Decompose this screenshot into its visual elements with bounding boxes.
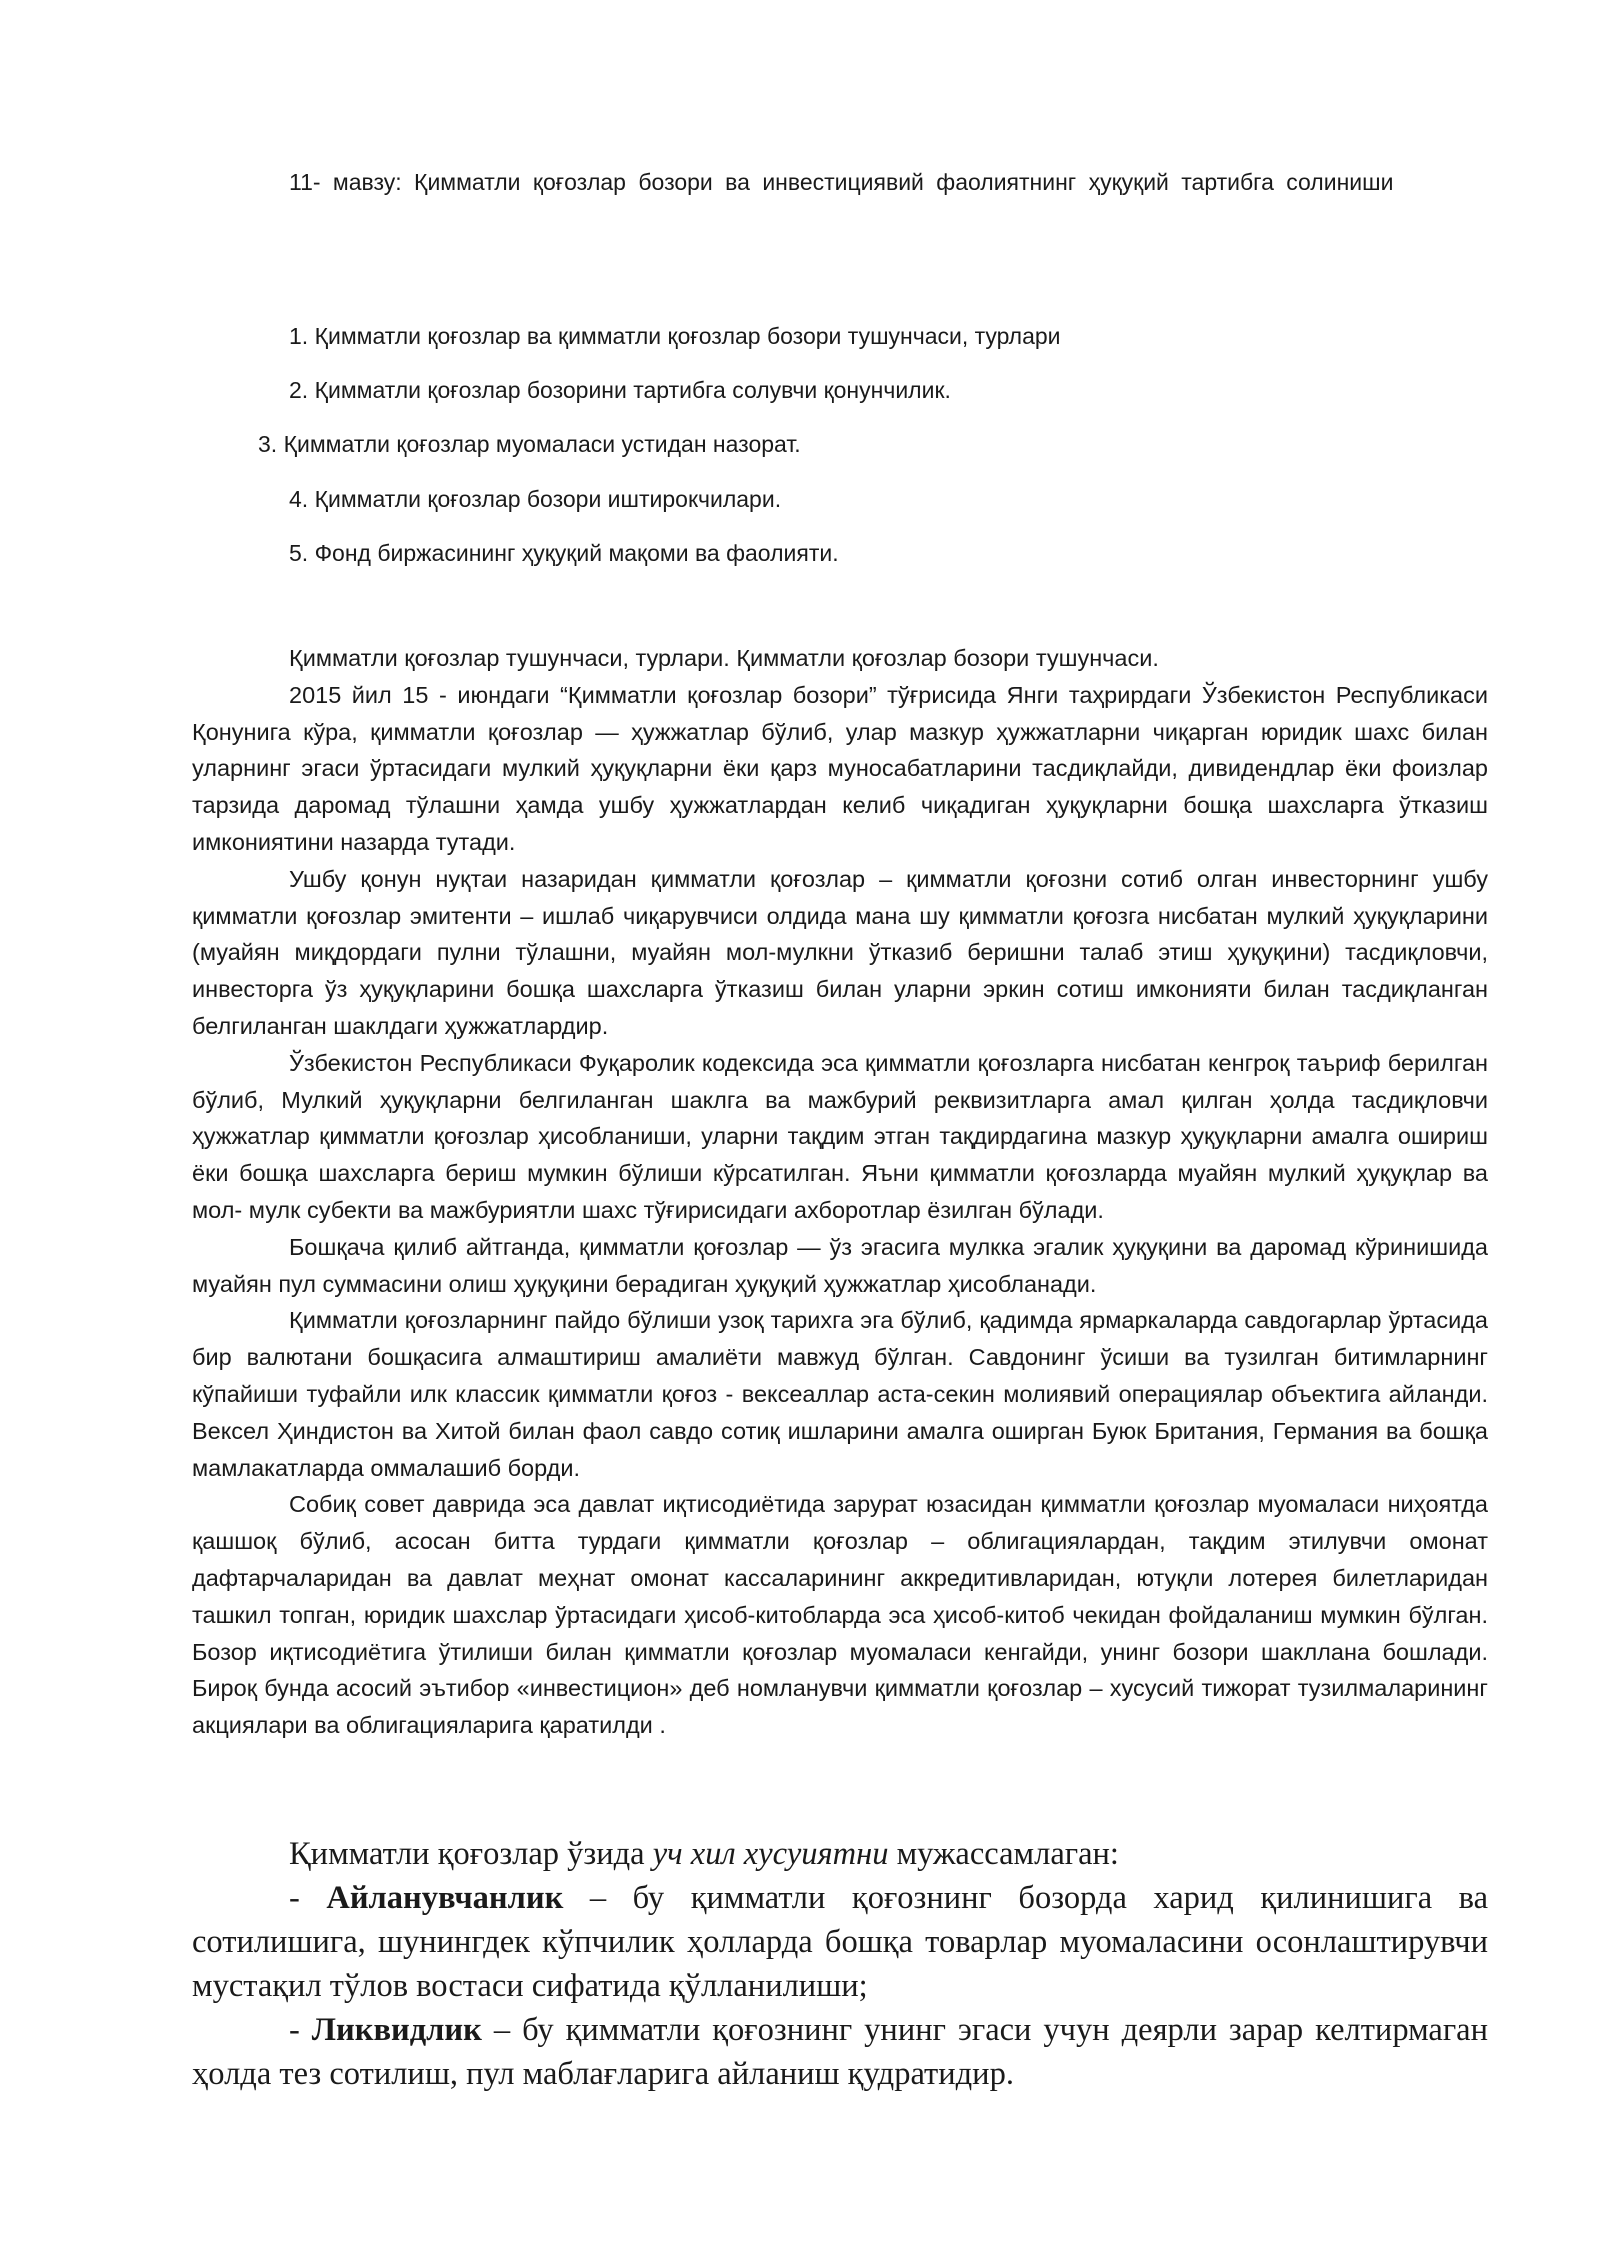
- topic-title: 11- мавзу: Қимматли қоғозлар бозори ва инвестициявий фаолиятнинг ҳуқуқий тартибга солиниши: [289, 169, 1394, 195]
- body-paragraph: Бошқача қилиб айтганда, қимматли қоғозлар — ўз эгасига мулкка эгалик ҳуқуқини ва даромад кўринишида муайян пул суммасини олиш ҳуқуқини берадиган ҳуқуқий ҳужжатлар ҳисобланади.: [192, 1233, 1488, 1297]
- body-paragraph: 2015 йил 15 - июндаги “Қимматли қоғозлар бозори” тўғрисида Янги таҳрирдаги Ўзбекистон Республикаси Қонунига кўра, қимматли қоғозлар — ҳужжатлар бўлиб, улар мазкур ҳужжатларни чиқарган юридик шахс билан уларнинг эгаси ўртасидаги мулкий ҳуқуқларни ёки қарз муносабатларини тасдиқлайди, дивидендлар ёки фоизлар тарзида даромад тўлашни ҳамда ушбу ҳужжатлардан келиб чиқадиган ҳуқуқларни бошқа шахсларга ўтказиш имкониятини назарда тутади.: [192, 681, 1488, 855]
- property-item: [192, 1876, 1488, 2008]
- outline-item: 4. Қимматли қоғозлар бозори иштирокчилари.: [289, 486, 782, 512]
- property-item: [192, 2008, 1488, 2096]
- property-definition: – бу қимматли қоғознинг унинг эгаси учун деярли зарар келтирмаган ҳолда тез сотилиш, пул маблағларига айланиш қудратидир.: [192, 2012, 1488, 2092]
- property-dash: -: [289, 2012, 312, 2048]
- properties-section: [192, 1832, 1488, 2096]
- properties-intro-after: мужассамлаган:: [888, 1836, 1119, 1872]
- properties-intro: [192, 1832, 1488, 1876]
- section-heading: Қимматли қоғозлар тушунчаси, турлари. Қимматли қоғозлар бозори тушунчаси.: [289, 645, 1159, 671]
- outline-item: 1. Қимматли қоғозлар ва қимматли қоғозлар бозори тушунчаси, турлари: [289, 323, 1061, 349]
- properties-intro-before: Қимматли қоғозлар ўзида: [289, 1836, 653, 1872]
- properties-intro-emphasis: уч хил хусуиятни: [652, 1836, 889, 1872]
- outline-item: 3. Қимматли қоғозлар муомаласи устидан назорат.: [258, 431, 801, 457]
- property-definition: – бу қимматли қоғознинг бозорда харид қилинишига ва сотилишига, шунингдек кўпчилик ҳолларда бошқа товарлар муомаласини осонлаштирувчи мустақил тўлов востаси сифатида қўлланилиши;: [192, 1880, 1488, 2004]
- property-dash: -: [289, 1880, 327, 1916]
- property-term: Ликвидлик: [311, 2012, 482, 2048]
- property-term: Айланувчанлик: [326, 1880, 564, 1916]
- body-paragraph: Ушбу қонун нуқтаи назаридан қимматли қоғозлар – қимматли қоғозни сотиб олган инвесторнинг ушбу қимматли қоғозлар эмитенти – ишлаб чиқарувчиси олдида мана шу қимматли қоғозга нисбатан мулкий ҳуқуқларини (муайян миқдордаги пулни тўлашни, муайян мол-мулкни ўтказиб беришни талаб этиш ҳуқуқини) тасдиқловчи, инвесторга ўз ҳуқуқларини бошқа шахсларга ўтказиш билан уларни эркин сотиш имконияти билан тасдиқланган белгиланган шаклдаги ҳужжатлардир.: [192, 865, 1488, 1039]
- outline-item: 2. Қимматли қоғозлар бозорини тартибга солувчи қонунчилик.: [289, 377, 951, 403]
- body-paragraph: Ўзбекистон Республикаси Фуқаролик кодексида эса қимматли қоғозларга нисбатан кенгроқ таъриф берилган бўлиб, Мулкий ҳуқуқларни белгиланган шаклга ва мажбурий реквизитларга амал қилган ҳолда тасдиқловчи ҳужжатлар қимматли қоғозлар ҳисобланиши, уларни тақдим этган тақдирдагина мазкур ҳуқуқларни амалга ошириш ёки бошқа шахсларга бериш мумкин бўлиши кўрсатилган. Яъни қимматли қоғозларда муайян мулкий ҳуқуқлар ва мол- мулк субекти ва мажбуриятли шахс тўғирисидаги ахборотлар ёзилган бўлади.: [192, 1049, 1488, 1223]
- body-paragraph: Қимматли қоғозларнинг пайдо бўлиши узоқ тарихга эга бўлиб, қадимда ярмаркаларда савдогарлар ўртасида бир валютани бошқасига алмаштириш амалиёти мавжуд бўлган. Савдонинг ўсиши ва тузилган битимларнинг кўпайиши туфайли илк классик қимматли қоғоз - вексеаллар аста-секин молиявий операциялар объектига айланди. Вексел Ҳиндистон ва Хитой билан фаол савдо сотиқ ишларини амалга оширган Буюк Британия, Германия ва бошқа мамлакатларда оммалашиб борди.: [192, 1307, 1488, 1481]
- body-paragraph: Собиқ совет даврида эса давлат иқтисодиётида зарурат юзасидан қимматли қоғозлар муомаласи ниҳоятда қашшоқ бўлиб, асосан битта турдаги қимматли қоғозлар – облигациялардан, тақдим этилувчи омонат дафтарчаларидан ва давлат меҳнат омонат кассаларининг аккредитивларидан, ютуқли лотерея билетларидан ташкил топган, юридик шахслар ўртасидаги ҳисоб-китобларда эса ҳисоб-китоб чекидан фойдаланиш мумкин бўлган. Бозор иқтисодиётига ўтилиши билан қимматли қоғозлар муомаласи кенгайди, унинг бозори шакллана бошлади. Бироқ бунда асосий эътибор «инвестицион» деб номланувчи қимматли қоғозлар – хусусий тижорат тузилмаларининг акциялари ва облигацияларига қаратилди .: [192, 1491, 1488, 1739]
- body-text: [192, 640, 1488, 1744]
- outline-item: 5. Фонд биржасининг ҳуқуқий мақоми ва фаолияти.: [289, 540, 839, 566]
